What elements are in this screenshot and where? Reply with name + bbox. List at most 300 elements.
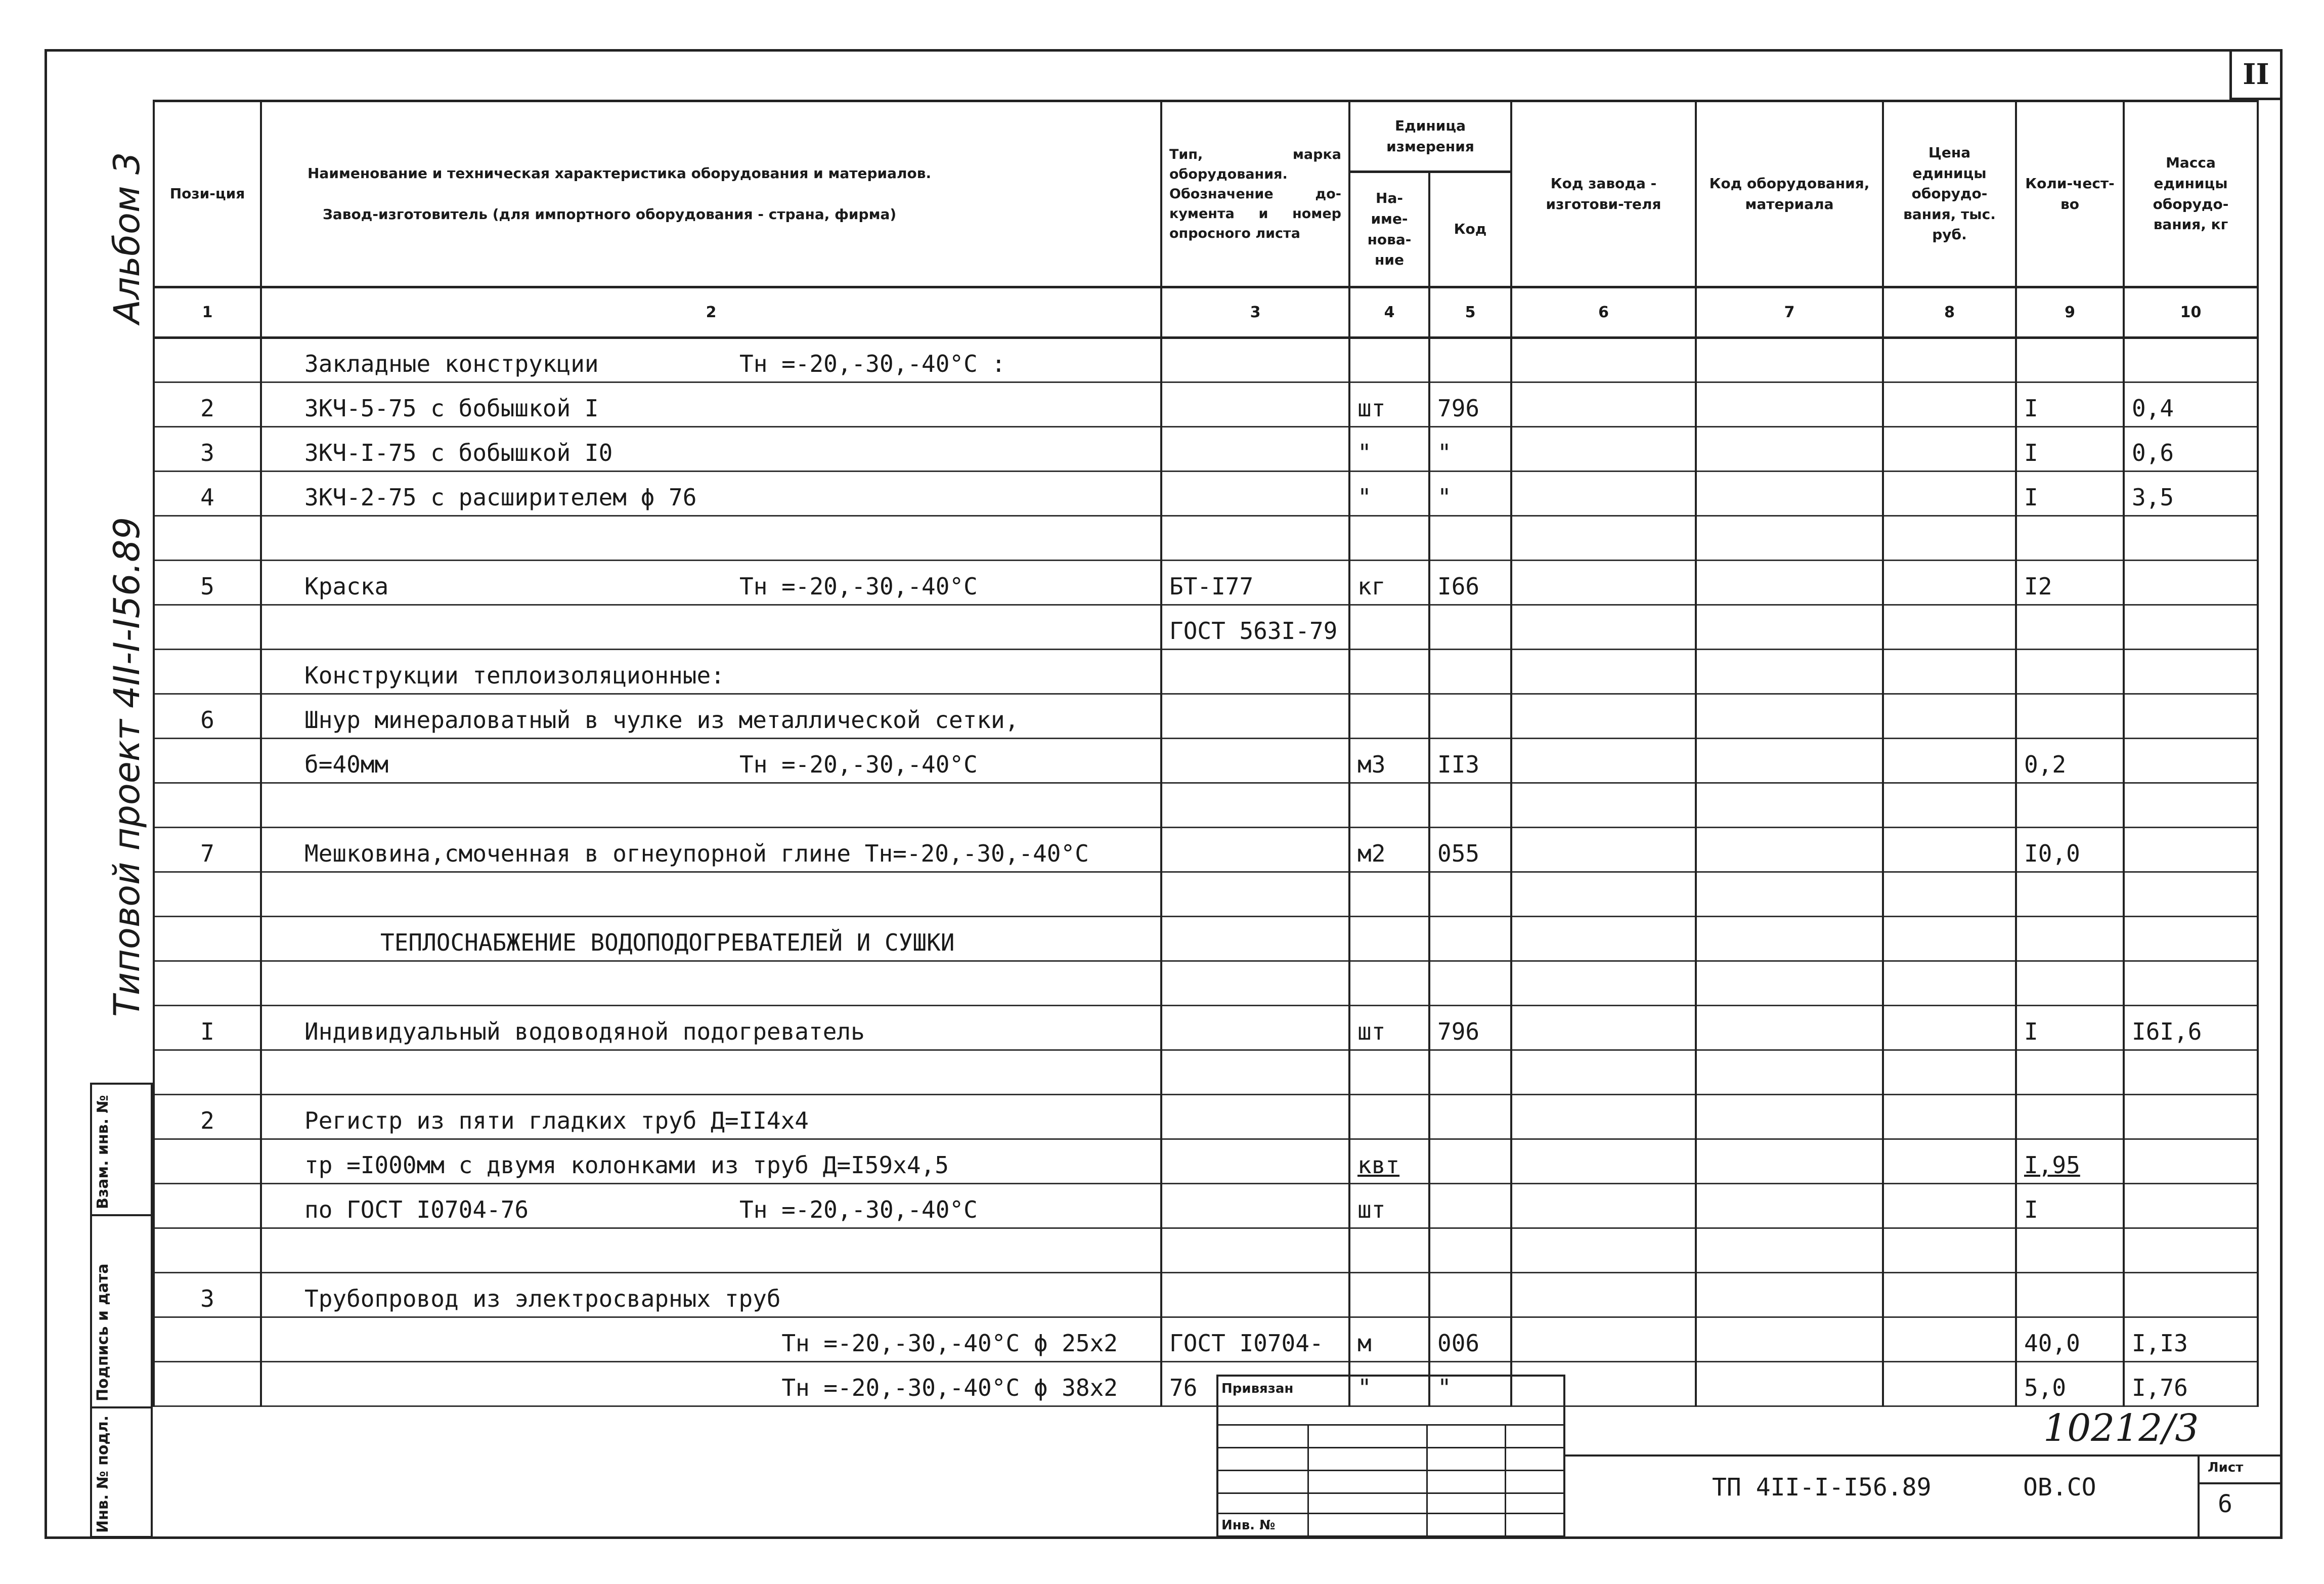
cell-empty [1696, 1273, 1883, 1317]
cell-name [261, 961, 1161, 1006]
table-row [154, 1317, 2258, 1362]
cell-empty [1696, 1184, 1883, 1228]
cell-quantity: I [2016, 1006, 2124, 1050]
cell-empty [1696, 739, 1883, 783]
handwritten-number: 10212/3 [2043, 1406, 2199, 1450]
cell-name [261, 917, 1161, 961]
cell-quantity [2016, 1228, 2124, 1273]
cell-type [1161, 427, 1349, 472]
table-row [154, 1184, 2258, 1228]
cell-quantity [2016, 1050, 2124, 1095]
cell-empty [1696, 338, 1883, 382]
cell-unit-code: I66 [1429, 561, 1511, 605]
cell-mass [2124, 1273, 2258, 1317]
cell-empty [1883, 694, 2016, 739]
cell-unit-code [1429, 917, 1511, 961]
cell-name [261, 1184, 1161, 1228]
column-number: 9 [2016, 287, 2124, 338]
cell-empty [1883, 1006, 2016, 1050]
item-name: ТЕПЛОСНАБЖЕНИЕ ВОДОПОДОГРЕВАТЕЛЕЙ И СУШКИ [380, 929, 955, 956]
stamp-label-inventory: Инв. № подл. [94, 1415, 112, 1533]
cell-name [261, 338, 1161, 382]
cell-unit-code: " [1429, 427, 1511, 472]
cell-type [1161, 1273, 1349, 1317]
cell-position [154, 605, 261, 650]
sheet-label: Лист [2208, 1460, 2244, 1475]
album-label: Альбом 3 [106, 152, 148, 324]
corner-sheet-number: II [2229, 51, 2280, 100]
cell-quantity: 5,0 [2016, 1362, 2124, 1406]
item-name: ЗКЧ-5-75 с бобышкой I [304, 395, 599, 422]
cell-empty [1883, 961, 2016, 1006]
cell-position [154, 1184, 261, 1228]
cell-mass: I,I3 [2124, 1317, 2258, 1362]
header-quantity: Коли-чест-во [2016, 101, 2124, 287]
cell-mass: I,76 [2124, 1362, 2258, 1406]
item-name: Регистр из пяти гладких труб Д=II4х4 [304, 1107, 809, 1134]
cell-type [1161, 739, 1349, 783]
cell-name [261, 1362, 1161, 1406]
cell-empty [1696, 427, 1883, 472]
cell-empty [1511, 1006, 1696, 1050]
cell-empty [1511, 1095, 1696, 1139]
cell-position [154, 516, 261, 561]
cell-name [261, 516, 1161, 561]
cell-quantity: I [2016, 1184, 2124, 1228]
cell-unit-code [1429, 338, 1511, 382]
cell-position [154, 872, 261, 917]
cell-empty [1883, 1228, 2016, 1273]
cell-mass: I6I,6 [2124, 1006, 2258, 1050]
item-name: Мешковина,смоченная в огнеупорной глине Тн=-20,-30,-40°С [304, 840, 1089, 867]
cell-empty [1696, 872, 1883, 917]
cell-type [1161, 1050, 1349, 1095]
cell-name [261, 605, 1161, 650]
cell-unit-code [1429, 1050, 1511, 1095]
item-name: Индивидуальный водоводяной подогреватель [304, 1018, 865, 1045]
cell-unit [1349, 917, 1429, 961]
cell-unit [1349, 694, 1429, 739]
cell-empty [1883, 516, 2016, 561]
cell-unit [1349, 1228, 1429, 1273]
cell-empty [1696, 516, 1883, 561]
table-row [154, 561, 2258, 605]
cell-unit-code [1429, 1139, 1511, 1184]
cell-empty [1883, 872, 2016, 917]
cell-unit [1349, 961, 1429, 1006]
cell-unit-code: " [1429, 472, 1511, 516]
cell-name [261, 1228, 1161, 1273]
cell-unit-code [1429, 1184, 1511, 1228]
cell-empty [1511, 650, 1696, 694]
temperature-note: Тн =-20,-30,-40°С [739, 751, 978, 778]
cell-quantity [2016, 1273, 2124, 1317]
table-row [154, 516, 2258, 561]
cell-unit: " [1349, 427, 1429, 472]
cell-name [261, 1273, 1161, 1317]
cell-unit-code [1429, 872, 1511, 917]
cell-position [154, 1228, 261, 1273]
table-row [154, 917, 2258, 961]
cell-quantity: I,95 [2016, 1139, 2124, 1184]
column-number: 5 [1429, 287, 1511, 338]
cell-type [1161, 783, 1349, 828]
cell-empty [1883, 472, 2016, 516]
cell-name [261, 382, 1161, 427]
cell-empty [1511, 1273, 1696, 1317]
cell-position [154, 739, 261, 783]
cell-empty [1883, 605, 2016, 650]
cell-unit [1349, 516, 1429, 561]
cell-empty [1696, 961, 1883, 1006]
cell-quantity [2016, 917, 2124, 961]
cell-name [261, 694, 1161, 739]
item-name: Трубопровод из электросварных труб [304, 1285, 781, 1312]
cell-mass [2124, 694, 2258, 739]
stamp-label-replace: Взам. инв. № [94, 1095, 112, 1209]
table-row [154, 472, 2258, 516]
cell-empty [1883, 1273, 2016, 1317]
cell-empty [1883, 1095, 2016, 1139]
cell-empty [1511, 1139, 1696, 1184]
cell-type [1161, 650, 1349, 694]
cell-position: 6 [154, 694, 261, 739]
cell-mass: 3,5 [2124, 472, 2258, 516]
table-row [154, 1095, 2258, 1139]
cell-unit: м2 [1349, 828, 1429, 872]
cell-mass [2124, 1095, 2258, 1139]
cell-empty [1883, 338, 2016, 382]
item-name: Конструкции теплоизоляционные: [304, 662, 725, 689]
cell-empty [1696, 561, 1883, 605]
cell-unit-code: II3 [1429, 739, 1511, 783]
cell-name [261, 1006, 1161, 1050]
column-number: 6 [1511, 287, 1696, 338]
cell-empty [1511, 783, 1696, 828]
cell-empty [1511, 516, 1696, 561]
cell-mass [2124, 872, 2258, 917]
cell-empty [1511, 605, 1696, 650]
cell-empty [1511, 382, 1696, 427]
cell-unit: квт [1349, 1139, 1429, 1184]
cell-unit [1349, 650, 1429, 694]
cell-unit: " [1349, 1362, 1429, 1406]
cell-quantity: I [2016, 427, 2124, 472]
cell-unit-code [1429, 694, 1511, 739]
cell-unit-code: " [1429, 1362, 1511, 1406]
cell-type [1161, 338, 1349, 382]
cell-type [1161, 1006, 1349, 1050]
temperature-note: Тн =-20,-30,-40°С ϕ 25х2 [781, 1330, 1118, 1357]
cell-name [261, 872, 1161, 917]
document-mark: ОВ.СО [2023, 1473, 2096, 1502]
cell-empty [1696, 1050, 1883, 1095]
cell-unit [1349, 338, 1429, 382]
cell-empty [1511, 1317, 1696, 1362]
cell-quantity: I [2016, 382, 2124, 427]
cell-quantity [2016, 694, 2124, 739]
cell-empty [1696, 1362, 1883, 1406]
cell-empty [1696, 650, 1883, 694]
cell-position [154, 650, 261, 694]
cell-mass [2124, 338, 2258, 382]
cell-unit-code [1429, 783, 1511, 828]
cell-unit-code: 796 [1429, 382, 1511, 427]
cell-quantity [2016, 961, 2124, 1006]
cell-mass [2124, 961, 2258, 1006]
cell-type: ГОСТ 563I-79 [1161, 605, 1349, 650]
cell-type: БТ-I77 [1161, 561, 1349, 605]
column-number: 4 [1349, 287, 1429, 338]
cell-empty [1511, 1228, 1696, 1273]
table-row [154, 694, 2258, 739]
cell-unit: кг [1349, 561, 1429, 605]
cell-unit-code [1429, 1273, 1511, 1317]
cell-unit-code [1429, 1095, 1511, 1139]
cell-empty [1883, 783, 2016, 828]
item-name: по ГОСТ I0704-76 [304, 1196, 529, 1223]
cell-unit-code: 055 [1429, 828, 1511, 872]
cell-empty [1511, 917, 1696, 961]
temperature-note: Тн =-20,-30,-40°С [739, 573, 978, 600]
cell-position: 4 [154, 472, 261, 516]
cell-empty [1696, 1228, 1883, 1273]
cell-unit [1349, 1273, 1429, 1317]
cell-unit [1349, 783, 1429, 828]
table-row [154, 1006, 2258, 1050]
cell-unit [1349, 1095, 1429, 1139]
cell-empty [1883, 828, 2016, 872]
cell-empty [1511, 872, 1696, 917]
cell-empty [1696, 1317, 1883, 1362]
cell-name [261, 650, 1161, 694]
cell-mass [2124, 516, 2258, 561]
cell-empty [1883, 1317, 2016, 1362]
cell-quantity: I [2016, 472, 2124, 516]
cell-empty [1696, 382, 1883, 427]
item-name: тр =I000мм с двумя колонками из труб Д=I59х4,5 [304, 1151, 949, 1179]
cell-empty [1511, 1184, 1696, 1228]
cell-empty [1883, 917, 2016, 961]
cell-unit: шт [1349, 1006, 1429, 1050]
inventory-label: Инв. № [1221, 1518, 1276, 1533]
item-name: Шнур минераловатный в чулке из металлической сетки, [304, 706, 1019, 734]
header-unit-name: На-име-нова-ние [1349, 172, 1429, 287]
cell-name [261, 561, 1161, 605]
column-number: 8 [1883, 287, 2016, 338]
cell-empty [1696, 605, 1883, 650]
cell-empty [1696, 1139, 1883, 1184]
cell-position: I [154, 1006, 261, 1050]
cell-type [1161, 828, 1349, 872]
cell-unit-code [1429, 961, 1511, 1006]
cell-position [154, 1139, 261, 1184]
cell-position: 3 [154, 427, 261, 472]
cell-empty [1511, 427, 1696, 472]
table-row [154, 783, 2258, 828]
header-factory-code: Код завода - изготови-теля [1511, 101, 1696, 287]
column-number: 10 [2124, 287, 2258, 338]
cell-position: 3 [154, 1273, 261, 1317]
header-name-line1: Наименование и техническая характеристика оборудования и материалов. [308, 164, 932, 182]
cell-empty [1696, 472, 1883, 516]
cell-empty [1511, 961, 1696, 1006]
cell-position: 2 [154, 382, 261, 427]
cell-empty [1883, 382, 2016, 427]
document-code: ТП 4II-I-I56.89 [1712, 1473, 1932, 1502]
header-equipment-code: Код оборудования, материала [1696, 101, 1883, 287]
cell-name [261, 1050, 1161, 1095]
cell-empty [1883, 650, 2016, 694]
cell-type [1161, 1184, 1349, 1228]
cell-unit-code: 006 [1429, 1317, 1511, 1362]
header-position: Пози-ция [154, 101, 261, 287]
table-row [154, 872, 2258, 917]
cell-empty [1883, 739, 2016, 783]
cell-mass [2124, 1050, 2258, 1095]
cell-type [1161, 472, 1349, 516]
cell-unit [1349, 872, 1429, 917]
item-name: б=40мм [304, 751, 389, 778]
cell-unit: шт [1349, 1184, 1429, 1228]
cell-empty [1511, 694, 1696, 739]
cell-position [154, 961, 261, 1006]
bound-label: Привязан [1221, 1381, 1294, 1396]
table-row [154, 382, 2258, 427]
stamp-label-signature: Подпись и дата [94, 1263, 112, 1401]
cell-empty [1696, 917, 1883, 961]
cell-type: ГОСТ I0704- [1161, 1317, 1349, 1362]
cell-empty [1883, 1139, 2016, 1184]
cell-unit: шт [1349, 382, 1429, 427]
header-unit-code: Код [1429, 172, 1511, 287]
cell-position [154, 1050, 261, 1095]
cell-empty [1883, 561, 2016, 605]
cell-type [1161, 1095, 1349, 1139]
cell-empty [1511, 828, 1696, 872]
cell-mass [2124, 739, 2258, 783]
cell-mass [2124, 1228, 2258, 1273]
cell-type [1161, 917, 1349, 961]
cell-type [1161, 1139, 1349, 1184]
cell-name [261, 783, 1161, 828]
approval-stamp [90, 1083, 153, 1538]
cell-unit-code [1429, 516, 1511, 561]
table-row [154, 1228, 2258, 1273]
cell-type [1161, 516, 1349, 561]
cell-type [1161, 872, 1349, 917]
item-name: ЗКЧ-I-75 с бобышкой I0 [304, 439, 613, 466]
cell-mass [2124, 650, 2258, 694]
column-number: 3 [1161, 287, 1349, 338]
cell-position [154, 338, 261, 382]
cell-name [261, 828, 1161, 872]
cell-quantity: I0,0 [2016, 828, 2124, 872]
specification-table [153, 100, 2259, 1407]
column-number-row [154, 287, 2258, 338]
cell-mass [2124, 1184, 2258, 1228]
table-row [154, 1362, 2258, 1406]
cell-unit [1349, 1050, 1429, 1095]
temperature-note: Тн =-20,-30,-40°С ϕ 38х2 [781, 1374, 1118, 1401]
cell-type [1161, 694, 1349, 739]
header-price: Цена единицы оборудо-вания, тыс. руб. [1883, 101, 2016, 287]
cell-mass [2124, 828, 2258, 872]
header-name-line2: Завод-изготовитель (для импортного оборудования - страна, фирма) [323, 205, 897, 223]
cell-empty [1883, 1362, 2016, 1406]
cell-unit: м [1349, 1317, 1429, 1362]
cell-unit-code: 796 [1429, 1006, 1511, 1050]
cell-position [154, 917, 261, 961]
item-name: Закладные конструкции [304, 350, 599, 377]
cell-quantity [2016, 783, 2124, 828]
cell-position: 5 [154, 561, 261, 605]
cell-type [1161, 961, 1349, 1006]
cell-unit: м3 [1349, 739, 1429, 783]
cell-mass [2124, 561, 2258, 605]
cell-quantity [2016, 516, 2124, 561]
cell-name [261, 739, 1161, 783]
cell-empty [1696, 1095, 1883, 1139]
cell-quantity [2016, 650, 2124, 694]
header-unit: Единица измерения [1349, 101, 1511, 172]
table-row [154, 828, 2258, 872]
cell-empty [1511, 1050, 1696, 1095]
cell-name [261, 1317, 1161, 1362]
column-number: 2 [261, 287, 1161, 338]
cell-mass [2124, 783, 2258, 828]
cell-empty [1696, 694, 1883, 739]
table-row [154, 605, 2258, 650]
cell-position [154, 1362, 261, 1406]
table-row [154, 338, 2258, 382]
cell-empty [1511, 338, 1696, 382]
cell-mass: 0,6 [2124, 427, 2258, 472]
header-mass: Масса единицы оборудо-вания, кг [2124, 101, 2258, 287]
cell-empty [1883, 1050, 2016, 1095]
cell-empty [1696, 1006, 1883, 1050]
cell-name [261, 472, 1161, 516]
cell-empty [1883, 427, 2016, 472]
cell-unit-code [1429, 1228, 1511, 1273]
cell-unit-code [1429, 650, 1511, 694]
cell-quantity [2016, 338, 2124, 382]
cell-type: 76 [1161, 1362, 1349, 1406]
cell-mass [2124, 605, 2258, 650]
cell-empty [1883, 1184, 2016, 1228]
cell-quantity: 0,2 [2016, 739, 2124, 783]
cell-empty [1511, 472, 1696, 516]
table-row [154, 1050, 2258, 1095]
item-name: ЗКЧ-2-75 с расширителем ϕ 76 [304, 484, 697, 511]
cell-mass: 0,4 [2124, 382, 2258, 427]
sheet-number: 6 [2218, 1490, 2232, 1518]
cell-position: 7 [154, 828, 261, 872]
temperature-note: Тн =-20,-30,-40°С [739, 1196, 978, 1223]
cell-mass [2124, 917, 2258, 961]
cell-quantity: I2 [2016, 561, 2124, 605]
cell-empty [1696, 783, 1883, 828]
cell-quantity [2016, 872, 2124, 917]
cell-empty [1511, 561, 1696, 605]
cell-mass [2124, 1139, 2258, 1184]
temperature-note: Тн =-20,-30,-40°С : [739, 350, 1006, 377]
cell-type [1161, 1228, 1349, 1273]
cell-name [261, 427, 1161, 472]
item-name: Краска [304, 573, 389, 600]
table-row [154, 739, 2258, 783]
header-type: Тип, марка оборудования. Обозначение до-кумента и номер опросного листа [1161, 101, 1349, 287]
